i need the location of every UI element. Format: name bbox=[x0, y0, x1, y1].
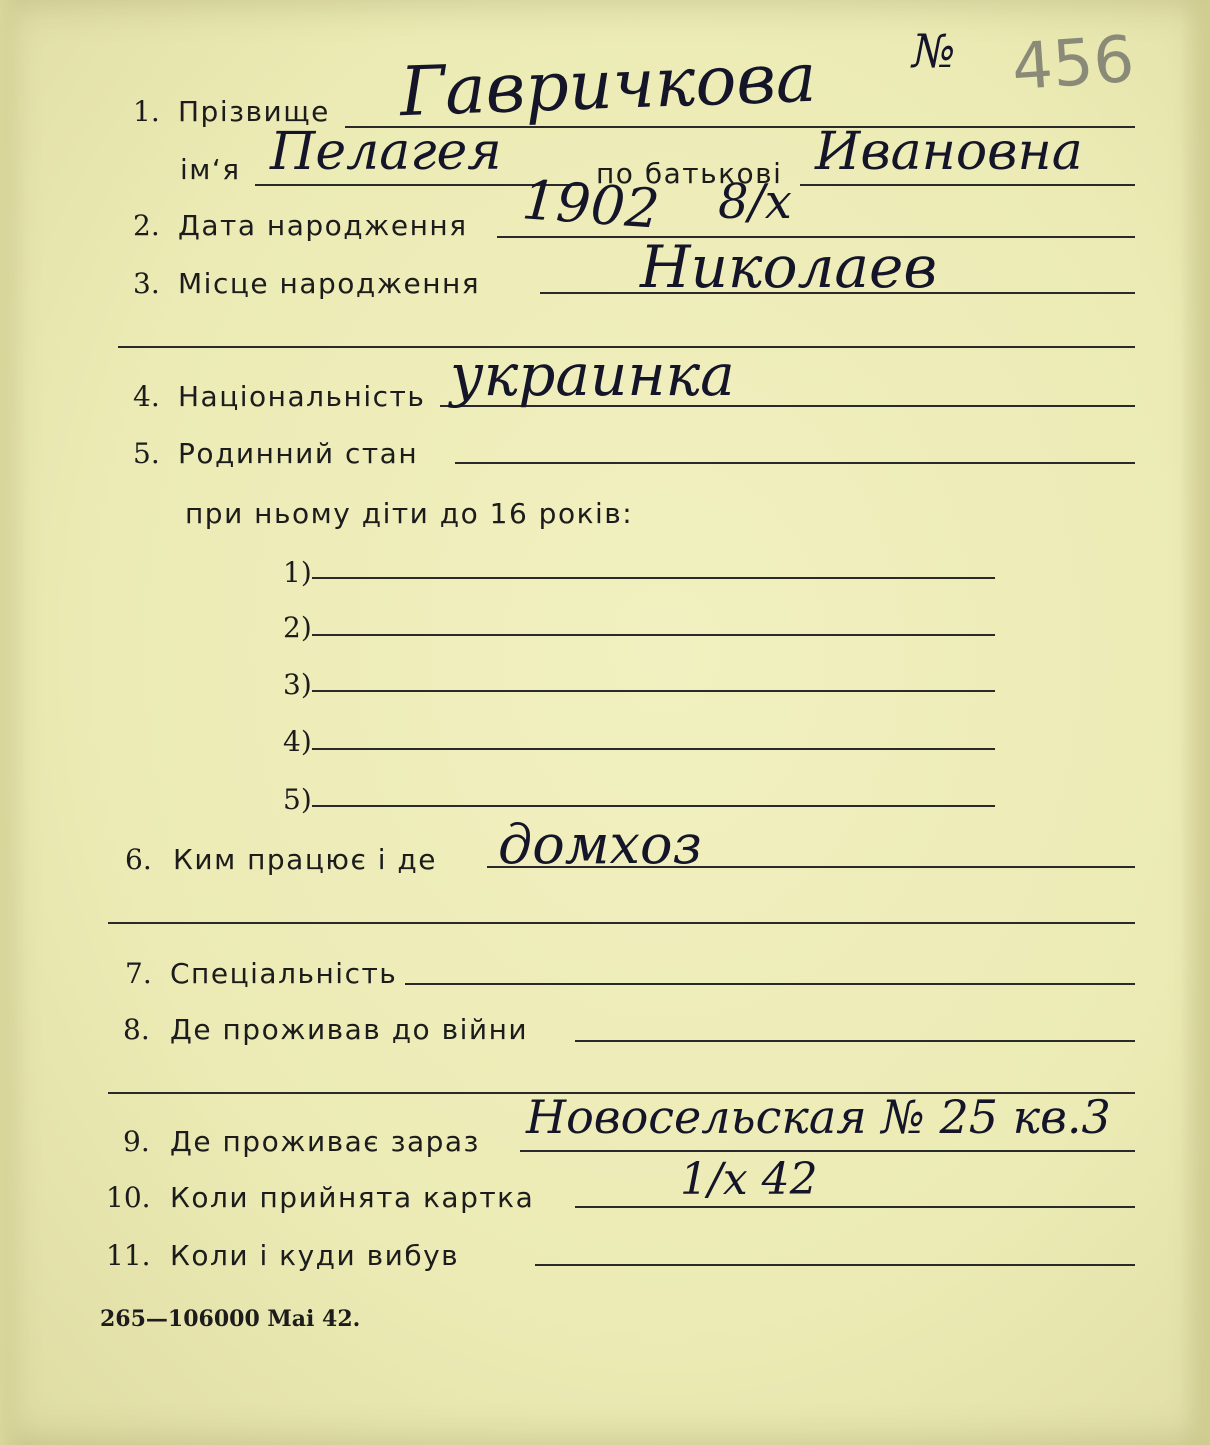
prewar-residence-label: Де проживав до війни bbox=[170, 1013, 529, 1046]
ink-number-mark: № bbox=[912, 24, 956, 78]
child-4-number: 4) bbox=[283, 725, 312, 758]
child-1-number: 1) bbox=[283, 556, 312, 589]
patronymic-label: по батькові bbox=[596, 157, 783, 190]
surname-label: Прізвище bbox=[178, 95, 330, 128]
field-7-number: 7. bbox=[125, 957, 152, 990]
birth-place-label: Місце народження bbox=[178, 267, 481, 300]
field-9-number: 9. bbox=[123, 1125, 150, 1158]
marital-status-line bbox=[455, 462, 1135, 464]
child-5-number: 5) bbox=[283, 783, 312, 816]
card-accepted-value[interactable]: 1/x 42 bbox=[680, 1154, 818, 1205]
field-5-number: 5. bbox=[133, 437, 160, 470]
birth-day-value[interactable]: 8/x bbox=[718, 174, 792, 230]
field-3-number: 3. bbox=[133, 267, 160, 300]
field-4-number: 4. bbox=[133, 380, 160, 413]
surname-value[interactable]: Гавричкова bbox=[398, 38, 818, 133]
first-name-value[interactable]: Пелагея bbox=[270, 122, 502, 182]
field-11-number: 11. bbox=[106, 1239, 151, 1272]
birth-date-label: Дата народження bbox=[178, 209, 468, 242]
field-10-number: 10. bbox=[106, 1181, 151, 1214]
nationality-value[interactable]: украинка bbox=[450, 341, 735, 409]
current-residence-label: Де проживає зараз bbox=[170, 1125, 480, 1158]
card-accepted-line bbox=[575, 1206, 1135, 1208]
field-1-number: 1. bbox=[133, 95, 160, 128]
child-3-number: 3) bbox=[283, 668, 312, 701]
departed-label: Коли і куди вибув bbox=[170, 1239, 460, 1272]
work-label: Ким працює і де bbox=[173, 843, 437, 876]
prewar-residence-line bbox=[575, 1040, 1135, 1042]
specialty-label: Спеціальність bbox=[170, 957, 398, 990]
first-name-label: ім‘я bbox=[180, 153, 241, 186]
field-6-number: 6. bbox=[125, 843, 152, 876]
marital-status-label: Родинний стан bbox=[178, 437, 419, 470]
separator-line-2 bbox=[108, 922, 1135, 924]
card-accepted-label: Коли прийнята картка bbox=[170, 1181, 535, 1214]
patronymic-value[interactable]: Ивановна bbox=[815, 122, 1083, 182]
pencil-number-mark: 456 bbox=[1009, 22, 1137, 106]
field-2-number: 2. bbox=[133, 209, 160, 242]
specialty-line bbox=[405, 983, 1135, 985]
child-5-line bbox=[312, 805, 995, 807]
work-value[interactable]: домхоз bbox=[498, 813, 702, 876]
child-4-line bbox=[312, 748, 995, 750]
field-8-number: 8. bbox=[123, 1013, 150, 1046]
departed-line bbox=[535, 1264, 1135, 1266]
child-2-line bbox=[312, 634, 995, 636]
child-1-line bbox=[312, 577, 995, 579]
birth-place-value[interactable]: Николаев bbox=[640, 233, 938, 301]
child-2-number: 2) bbox=[283, 611, 312, 644]
patronymic-line bbox=[800, 184, 1135, 186]
children-heading: при ньому діти до 16 років: bbox=[185, 497, 634, 530]
nationality-label: Національність bbox=[178, 380, 426, 413]
child-3-line bbox=[312, 690, 995, 692]
current-residence-value[interactable]: Новосельская № 25 кв.3 bbox=[526, 1090, 1111, 1144]
birth-year-value[interactable]: 1902 bbox=[520, 168, 662, 241]
current-residence-line bbox=[520, 1150, 1135, 1152]
print-code: 265—106000 Mai 42. bbox=[100, 1306, 361, 1332]
